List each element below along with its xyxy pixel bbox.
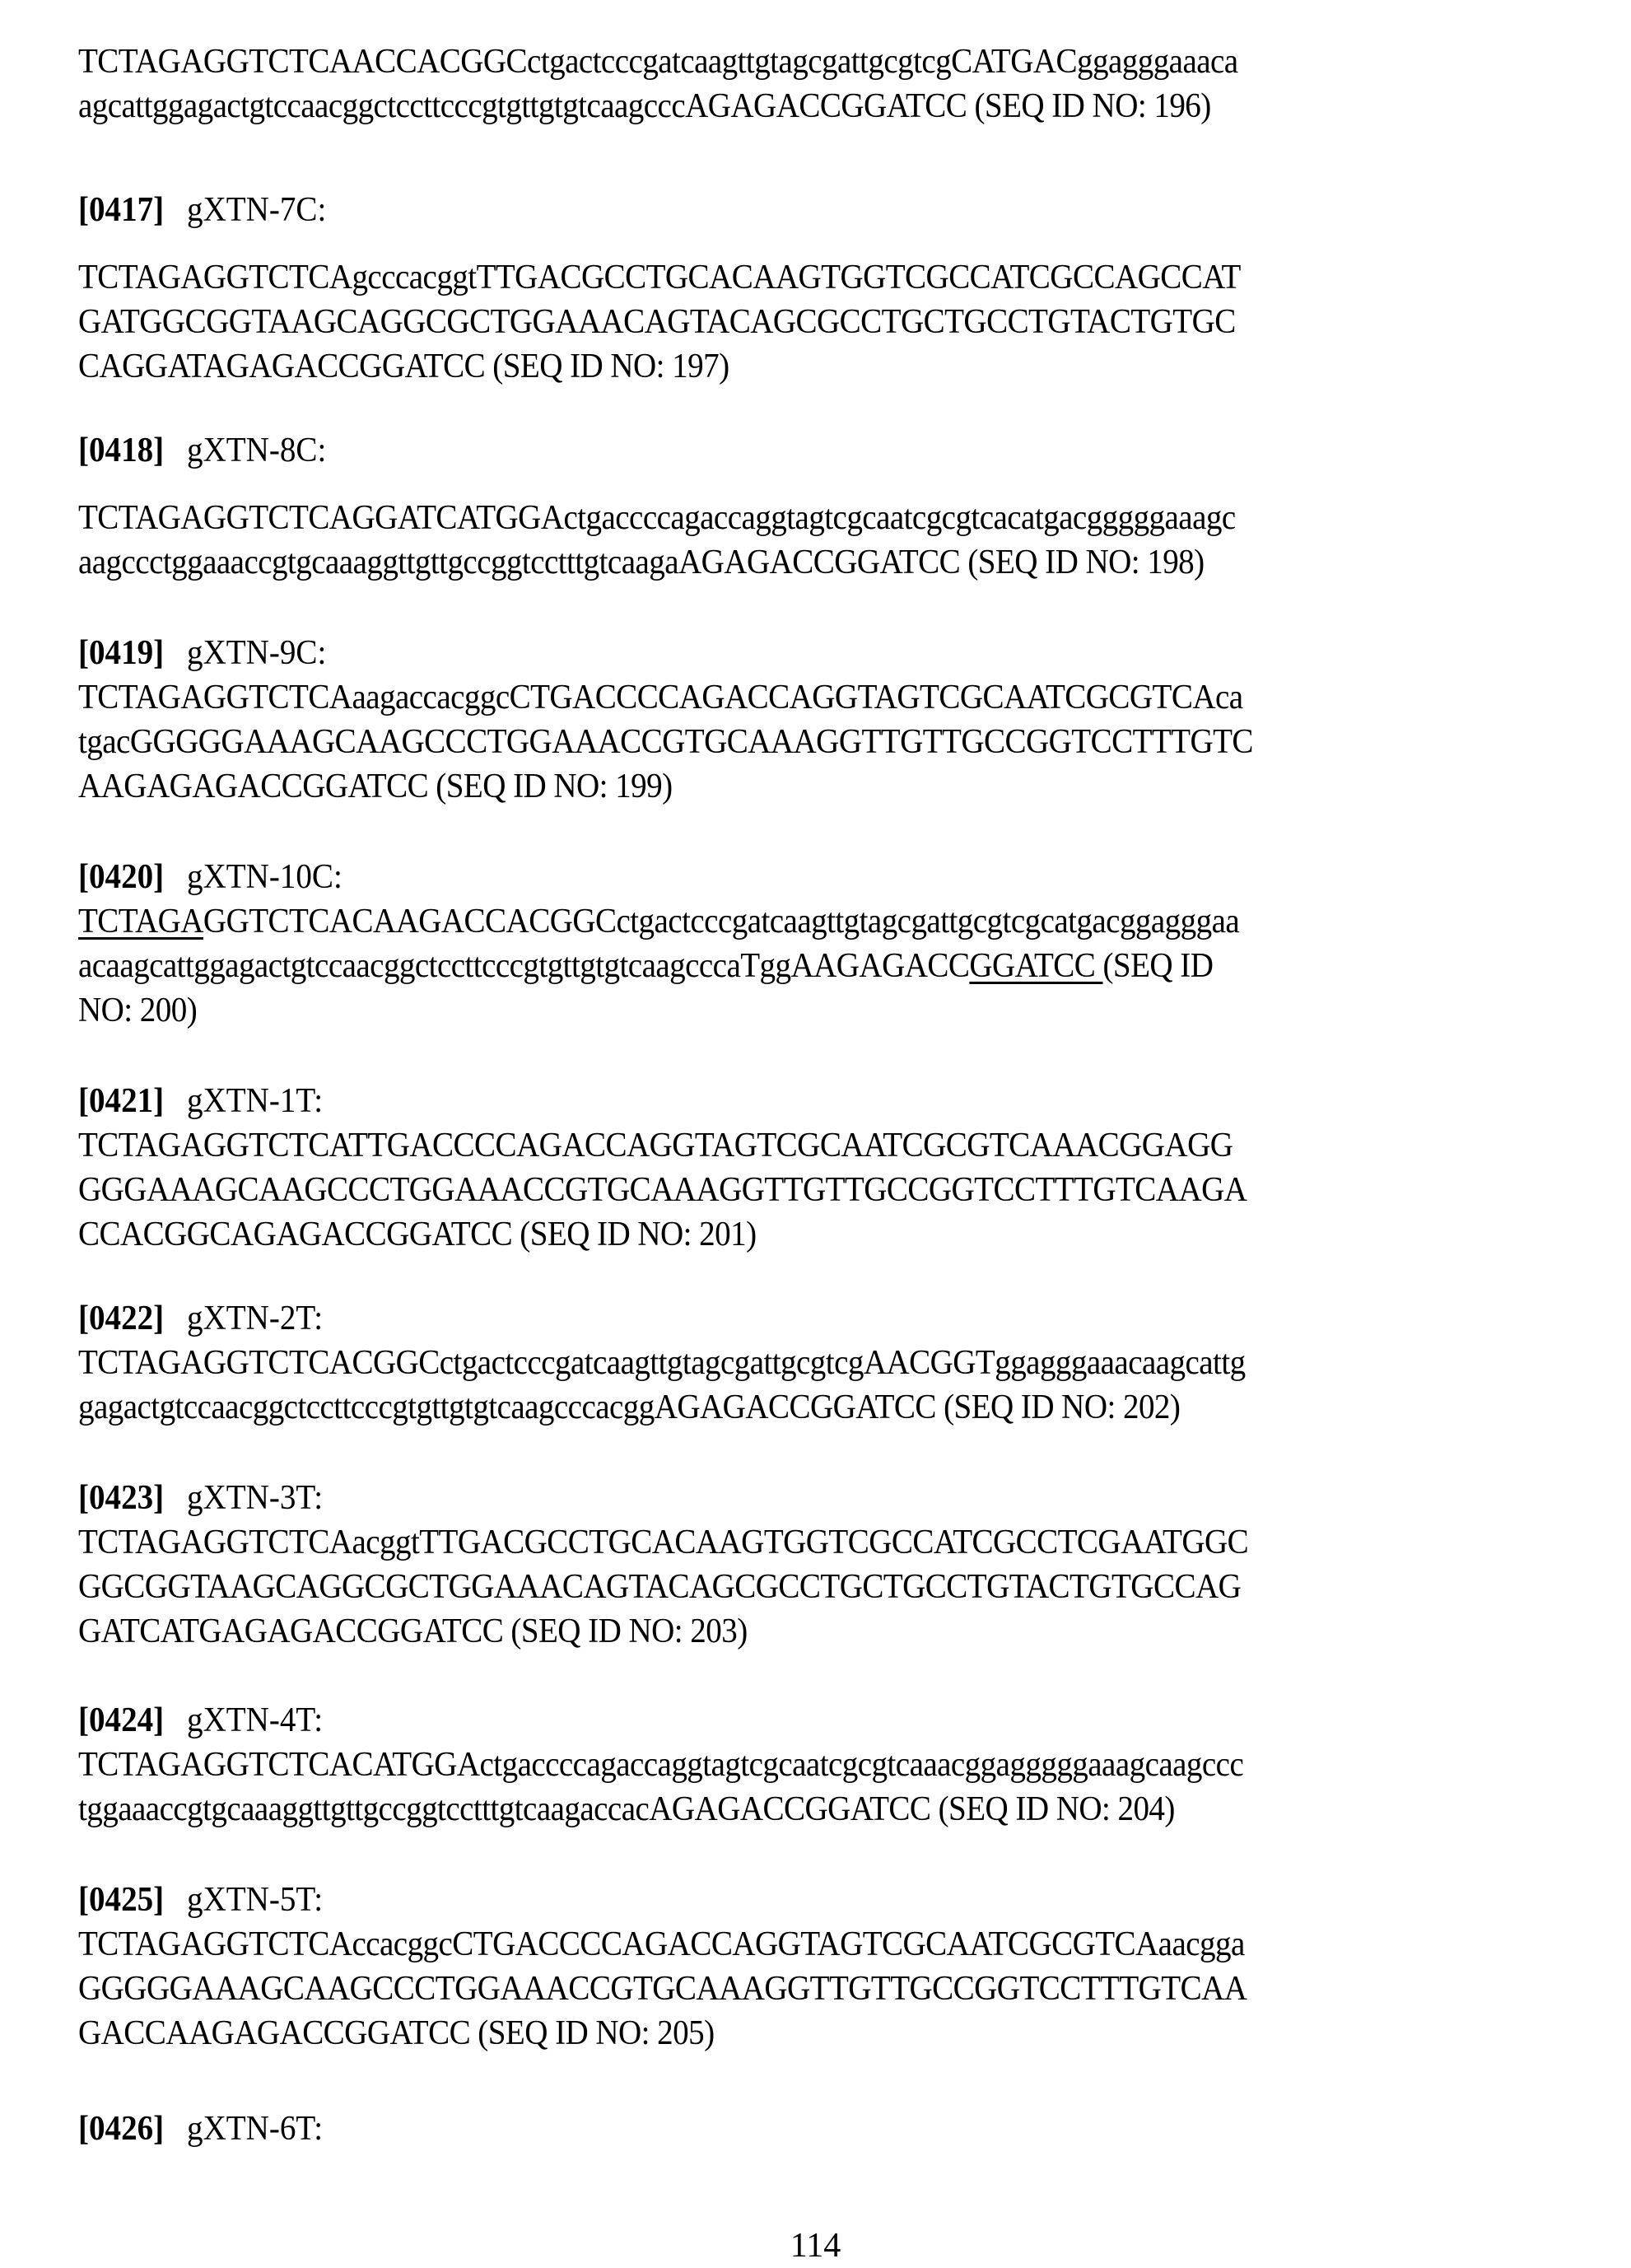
paragraph-heading xyxy=(78,1476,1248,1520)
sequence-line: TCTAGAGGTCTCAaagaccacggcCTGACCCCAGACCAGGTAGTCGCAATCGCGTCAca xyxy=(78,679,1243,716)
page-number: 114 xyxy=(790,2227,841,2265)
paragraph-number: [0422] xyxy=(78,1300,165,1337)
paragraph-0426 xyxy=(78,2107,342,2151)
sequence-line: GGGGGAAAGCAAGCCCTGGAAACCGTGCAAAGGTTGTTGCCGGTCCTTTGTCAA xyxy=(78,1970,1247,2008)
paragraph-number: [0426] xyxy=(78,2110,165,2148)
paragraph-heading xyxy=(78,428,1236,473)
construct-name: gXTN-4T: xyxy=(187,1701,324,1739)
sequence-line: CAGGATAGAGACCGGATCC (SEQ ID NO: 197) xyxy=(78,348,729,385)
construct-name: gXTN-7C: xyxy=(187,191,327,229)
paragraph-heading xyxy=(78,188,1241,232)
sequence-line: aagccctggaaaccgtgcaaaggttgttgccggtcctttgtcaagaAGAGACCGGATCC (SEQ ID NO: 198) xyxy=(78,544,1205,581)
sequence-line xyxy=(78,944,1239,988)
paragraph-number: [0423] xyxy=(78,1479,165,1517)
sequence-line: GATCATGAGAGACCGGATCC (SEQ ID NO: 203) xyxy=(78,1612,748,1650)
paragraph-heading xyxy=(78,1878,1247,1922)
sequence-line: TCTAGAGGTCTCACATGGActgaccccagaccaggtagtcgcaatcgcgtcaaacggagggggaaagcaagccc xyxy=(78,1746,1244,1784)
paragraph-number: [0421] xyxy=(78,1082,165,1120)
paragraph-0420 xyxy=(78,855,1326,1033)
construct-name: gXTN-2T: xyxy=(187,1300,324,1337)
paragraph-0425 xyxy=(78,1878,1335,2056)
xbai-site-underlined: TCTAGA xyxy=(78,903,203,940)
sequence-line: AAGAGAGACCGGATCC (SEQ ID NO: 199) xyxy=(78,768,673,805)
paragraph-0417 xyxy=(78,188,1328,389)
construct-name: gXTN-9C: xyxy=(187,634,327,672)
sequence-196-continuation xyxy=(78,40,1326,128)
paragraph-heading xyxy=(78,1079,1247,1123)
paragraph-heading xyxy=(78,1296,1246,1341)
sequence-line: tgacGGGGGAAAGCAAGCCCTGGAAACCGTGCAAAGGTTGTTGCCGGTCCTTTGTC xyxy=(78,723,1253,761)
paragraph-heading xyxy=(78,631,1253,675)
sequence-line: gagactgtccaacggctccttcccgtgttgtgtcaagcccacggAGAGACCGGATCC (SEQ ID NO: 202) xyxy=(78,1388,1181,1426)
sequence-line: GATGGCGGTAAGCAGGCGCTGGAAACAGTACAGCGCCTGCTGCCTGTACTGTGC xyxy=(78,303,1236,341)
paragraph-number: [0419] xyxy=(78,634,165,672)
construct-name: gXTN-8C: xyxy=(187,432,327,469)
sequence-line: GACCAAGAGACCGGATCC (SEQ ID NO: 205) xyxy=(78,2014,715,2052)
sequence-line: TCTAGAGGTCTCAACCACGGCctgactcccgatcaagttgtagcgattgcgtcgCATGACggagggaaaca xyxy=(78,43,1238,81)
sequence-line: TCTAGAGGTCTCATTGACCCCAGACCAGGTAGTCGCAATCGCGTCAAACGGAGG xyxy=(78,1127,1233,1164)
paragraph-number: [0425] xyxy=(78,1881,165,1919)
sequence-segment: acaagcattggagactgtccaacggctccttcccgtgttgtgtcaagcccaTggAAGAGACC xyxy=(78,947,970,985)
paragraph-number: [0418] xyxy=(78,432,165,469)
paragraph-number: [0420] xyxy=(78,858,165,896)
bamhi-site-underlined: GGATCC xyxy=(969,947,1103,985)
construct-name: gXTN-3T: xyxy=(187,1479,324,1517)
sequence-segment: (SEQ ID xyxy=(1102,947,1214,985)
sequence-line: TCTAGAGGTCTCAGGATCATGGActgaccccagaccaggtagtcgcaatcgcgtcacatgacgggggaaagc xyxy=(78,499,1236,537)
paragraph-number: [0424] xyxy=(78,1701,165,1739)
sequence-segment: GGTCTCACAAGACCACGGCctgactcccgatcaagttgtagcgattgcgtcgcatgacggagggaa xyxy=(203,903,1240,940)
construct-name: gXTN-5T: xyxy=(187,1881,324,1919)
construct-name: gXTN-6T: xyxy=(187,2110,324,2148)
sequence-line: GGGAAAGCAAGCCCTGGAAACCGTGCAAAGGTTGTTGCCGGTCCTTTGTCAAGA xyxy=(78,1171,1247,1209)
paragraph-0421 xyxy=(78,1079,1335,1257)
sequence-line: agcattggagactgtccaacggctccttcccgtgttgtgtcaagcccAGAGACCGGATCC (SEQ ID NO: 196) xyxy=(78,87,1211,125)
sequence-line: NO: 200) xyxy=(78,992,198,1029)
sequence-line xyxy=(78,899,1239,944)
construct-name: gXTN-1T: xyxy=(187,1082,324,1120)
construct-name: gXTN-10C: xyxy=(187,858,343,896)
sequence-line: TCTAGAGGTCTCAacggtTTGACGCCTGCACAAGTGGTCGCCATCGCCTCGAATGGC xyxy=(78,1524,1249,1561)
sequence-line: TCTAGAGGTCTCAccacggcCTGACCCCAGACCAGGTAGTCGCAATCGCGTCAaacgga xyxy=(78,1925,1245,1963)
paragraph-heading xyxy=(78,2107,323,2151)
paragraph-0419 xyxy=(78,631,1341,809)
paragraph-number: [0417] xyxy=(78,191,165,229)
sequence-line: CCACGGCAGAGACCGGATCC (SEQ ID NO: 201) xyxy=(78,1216,757,1253)
paragraph-heading xyxy=(78,855,1239,899)
paragraph-0422 xyxy=(78,1296,1333,1430)
sequence-line: TCTAGAGGTCTCAgcccacggtTTGACGCCTGCACAAGTGGTCGCCATCGCCAGCCAT xyxy=(78,259,1241,296)
paragraph-0418 xyxy=(78,428,1322,585)
paragraph-0423 xyxy=(78,1476,1336,1654)
sequence-line: TCTAGAGGTCTCACGGCctgactcccgatcaagttgtagcgattgcgtcgAACGGTggagggaaacaagcattg xyxy=(78,1344,1246,1382)
sequence-line: GGCGGTAAGCAGGCGCTGGAAACAGTACAGCGCCTGCTGCCTGTACTGTGCCAG xyxy=(78,1568,1242,1606)
paragraph-heading xyxy=(78,1698,1243,1743)
sequence-line: tggaaaccgtgcaaaggttgttgccggtcctttgtcaagaccacAGAGACCGGATCC (SEQ ID NO: 204) xyxy=(78,1790,1175,1828)
paragraph-0424 xyxy=(78,1698,1331,1832)
